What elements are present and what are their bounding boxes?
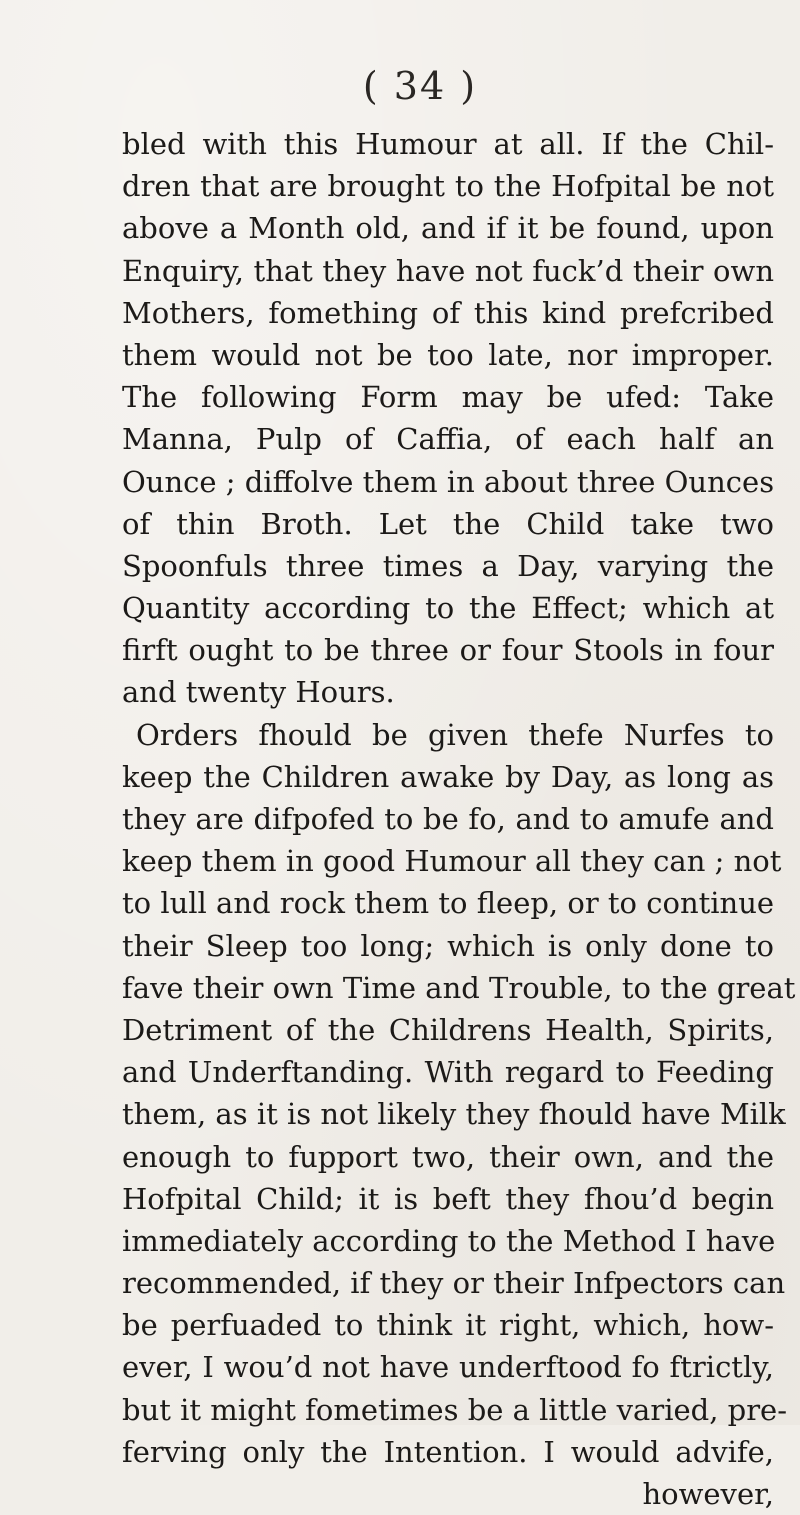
text-line: above a Month old, and if it be found, upon [122, 211, 774, 246]
text-line: The following Form may be ufed: Take [122, 380, 774, 415]
paragraph-start-line: Orders fhould be given thefe Nurfes to [136, 717, 774, 752]
text-line: Manna, Pulp of Caffia, of each half an [122, 422, 774, 457]
body-text [122, 123, 796, 1515]
text-line: Detriment of the Childrens Health, Spirits, [122, 1012, 774, 1047]
text-line: ferving only the Intention. I would advife, [122, 1434, 774, 1469]
text-line: dren that are brought to the Hofpital be not [122, 169, 774, 204]
text-line: Enquiry, that they have not fuck’d their own [122, 253, 774, 288]
text-line: ever, I wou’d not have underftood fo ftrictly, [122, 1350, 774, 1385]
text-line: and Underftanding. With regard to Feeding [122, 1055, 774, 1090]
text-line: they are difpofed to be fo, and to amufe and [122, 802, 774, 836]
page-number: ( 34 ) [362, 64, 478, 108]
catchword: however, [642, 1477, 774, 1511]
text-line: them would not be too late, nor improper. [122, 337, 774, 372]
text-line: keep the Children awake by Day, as long as [122, 759, 774, 794]
text-line: firft ought to be three or four Stools in four [122, 633, 774, 668]
text-line: bled with this Humour at all. If the Chil- [122, 127, 774, 161]
text-line: but it might fometimes be a little varied, pre- [122, 1392, 788, 1427]
text-line: their Sleep too long; which is only done to [122, 928, 774, 963]
text-line: fave their own Time and Trouble, to the great [122, 970, 796, 1005]
text-line: be perfuaded to think it right, which, how- [122, 1308, 774, 1343]
text-line: enough to fupport two, their own, and the [122, 1139, 774, 1174]
text-line: Spoonfuls three times a Day, varying the [122, 548, 774, 583]
text-line: to lull and rock them to fleep, or to continue [122, 886, 775, 921]
text-line: Mothers, fomething of this kind prefcribed [122, 295, 774, 330]
text-line: keep them in good Humour all they can ; not [122, 844, 782, 879]
text-line: of thin Broth. Let the Child take two [122, 506, 774, 541]
text-line: and twenty Hours. [122, 675, 395, 710]
text-line: Hofpital Child; it is beft they fhou’d begin [122, 1181, 774, 1216]
text-line: Ounce ; diffolve them in about three Ounces [122, 464, 775, 499]
text-line: Quantity according to the Effect; which at [122, 591, 774, 626]
text-line: immediately according to the Method I have [122, 1223, 776, 1258]
text-line: recommended, if they or their Infpectors can [122, 1266, 786, 1301]
text-line: them, as it is not likely they fhould have Milk [122, 1097, 786, 1132]
